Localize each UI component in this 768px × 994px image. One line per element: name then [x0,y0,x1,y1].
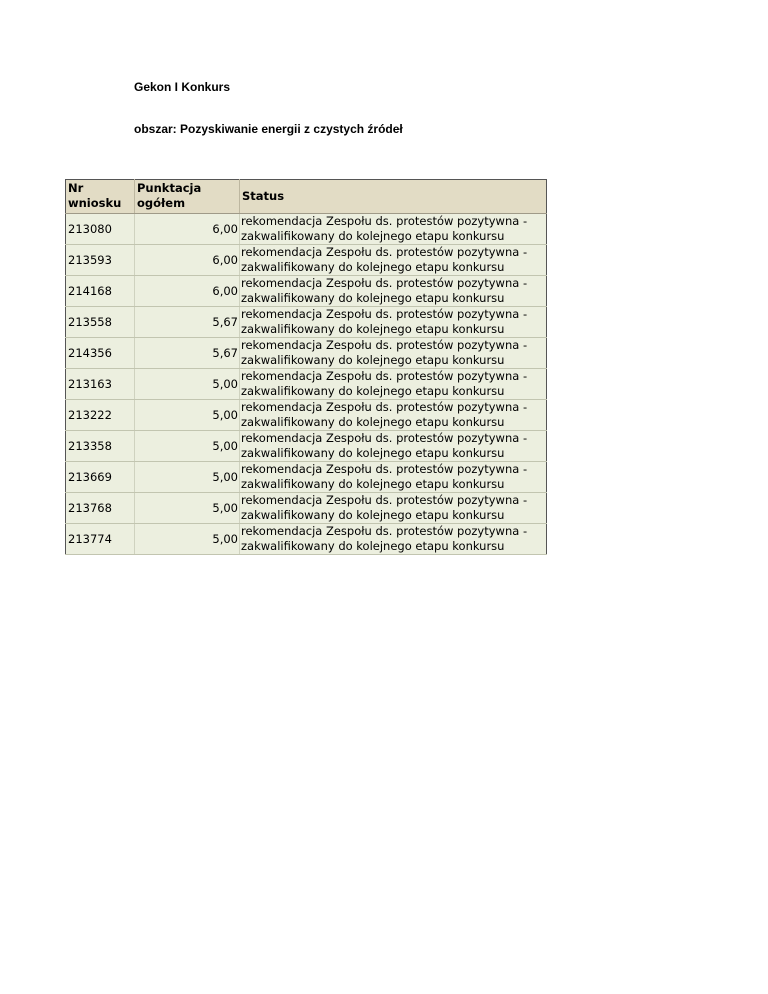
status-line-1: rekomendacja Zespołu ds. protestów pozytywna - [241,400,528,414]
cell-status [240,493,547,524]
status-line-1: rekomendacja Zespołu ds. protestów pozytywna - [241,338,528,352]
results-table [65,179,547,555]
status-line-1: rekomendacja Zespołu ds. protestów pozytywna - [241,462,528,476]
status-line-2: zakwalifikowany do kolejnego etapu konkursu [241,260,505,274]
document-subtitle: obszar: Pozyskiwanie energii z czystych źródeł [134,122,403,136]
cell-status [240,524,547,555]
cell-nr-wniosku: 213593 [66,245,135,276]
status-line-2: zakwalifikowany do kolejnego etapu konkursu [241,322,505,336]
document-title: Gekon I Konkurs [134,80,231,94]
cell-punktacja: 6,00 [135,245,240,276]
cell-status [240,369,547,400]
cell-punktacja: 5,00 [135,493,240,524]
cell-nr-wniosku: 213163 [66,369,135,400]
header-score-line1: Punktacja [137,181,202,195]
table-row [66,214,547,245]
table-row [66,493,547,524]
table-row [66,462,547,493]
cell-nr-wniosku: 213080 [66,214,135,245]
status-line-1: rekomendacja Zespołu ds. protestów pozytywna - [241,307,528,321]
cell-status [240,245,547,276]
cell-punktacja: 5,00 [135,462,240,493]
cell-nr-wniosku: 213768 [66,493,135,524]
cell-punktacja: 6,00 [135,276,240,307]
status-line-1: rekomendacja Zespołu ds. protestów pozytywna - [241,276,528,290]
table-row [66,307,547,338]
status-line-1: rekomendacja Zespołu ds. protestów pozytywna - [241,214,528,228]
cell-punktacja: 5,67 [135,307,240,338]
table-body [66,214,547,555]
status-line-1: rekomendacja Zespołu ds. protestów pozytywna - [241,524,528,538]
cell-status [240,276,547,307]
status-line-2: zakwalifikowany do kolejnego etapu konkursu [241,477,505,491]
cell-nr-wniosku: 213358 [66,431,135,462]
cell-punktacja: 6,00 [135,214,240,245]
header-nr-line1: Nr [68,181,84,195]
cell-status [240,214,547,245]
table-row [66,245,547,276]
cell-status [240,400,547,431]
table-row [66,369,547,400]
header-punktacja [135,180,240,214]
status-line-1: rekomendacja Zespołu ds. protestów pozytywna - [241,245,528,259]
header-nr-wniosku [66,180,135,214]
header-score-line2: ogółem [137,196,186,210]
cell-status [240,431,547,462]
status-line-2: zakwalifikowany do kolejnego etapu konkursu [241,353,505,367]
cell-punktacja: 5,00 [135,431,240,462]
table-row [66,524,547,555]
status-line-2: zakwalifikowany do kolejnego etapu konkursu [241,415,505,429]
status-line-2: zakwalifikowany do kolejnego etapu konkursu [241,539,505,553]
table-row [66,400,547,431]
status-line-2: zakwalifikowany do kolejnego etapu konkursu [241,291,505,305]
header-status: Status [240,180,547,214]
cell-status [240,307,547,338]
cell-nr-wniosku: 214356 [66,338,135,369]
status-line-2: zakwalifikowany do kolejnego etapu konkursu [241,229,505,243]
status-line-1: rekomendacja Zespołu ds. protestów pozytywna - [241,493,528,507]
status-line-1: rekomendacja Zespołu ds. protestów pozytywna - [241,369,528,383]
cell-nr-wniosku: 213222 [66,400,135,431]
header-nr-line2: wniosku [68,196,122,210]
cell-status [240,338,547,369]
table-header-row [66,180,547,214]
cell-nr-wniosku: 214168 [66,276,135,307]
cell-punktacja: 5,67 [135,338,240,369]
status-line-2: zakwalifikowany do kolejnego etapu konkursu [241,446,505,460]
cell-status [240,462,547,493]
table-row [66,431,547,462]
status-line-2: zakwalifikowany do kolejnego etapu konkursu [241,508,505,522]
cell-nr-wniosku: 213558 [66,307,135,338]
status-line-2: zakwalifikowany do kolejnego etapu konkursu [241,384,505,398]
cell-nr-wniosku: 213669 [66,462,135,493]
cell-punktacja: 5,00 [135,369,240,400]
cell-punktacja: 5,00 [135,400,240,431]
cell-punktacja: 5,00 [135,524,240,555]
table-row [66,276,547,307]
table-row [66,338,547,369]
cell-nr-wniosku: 213774 [66,524,135,555]
status-line-1: rekomendacja Zespołu ds. protestów pozytywna - [241,431,528,445]
